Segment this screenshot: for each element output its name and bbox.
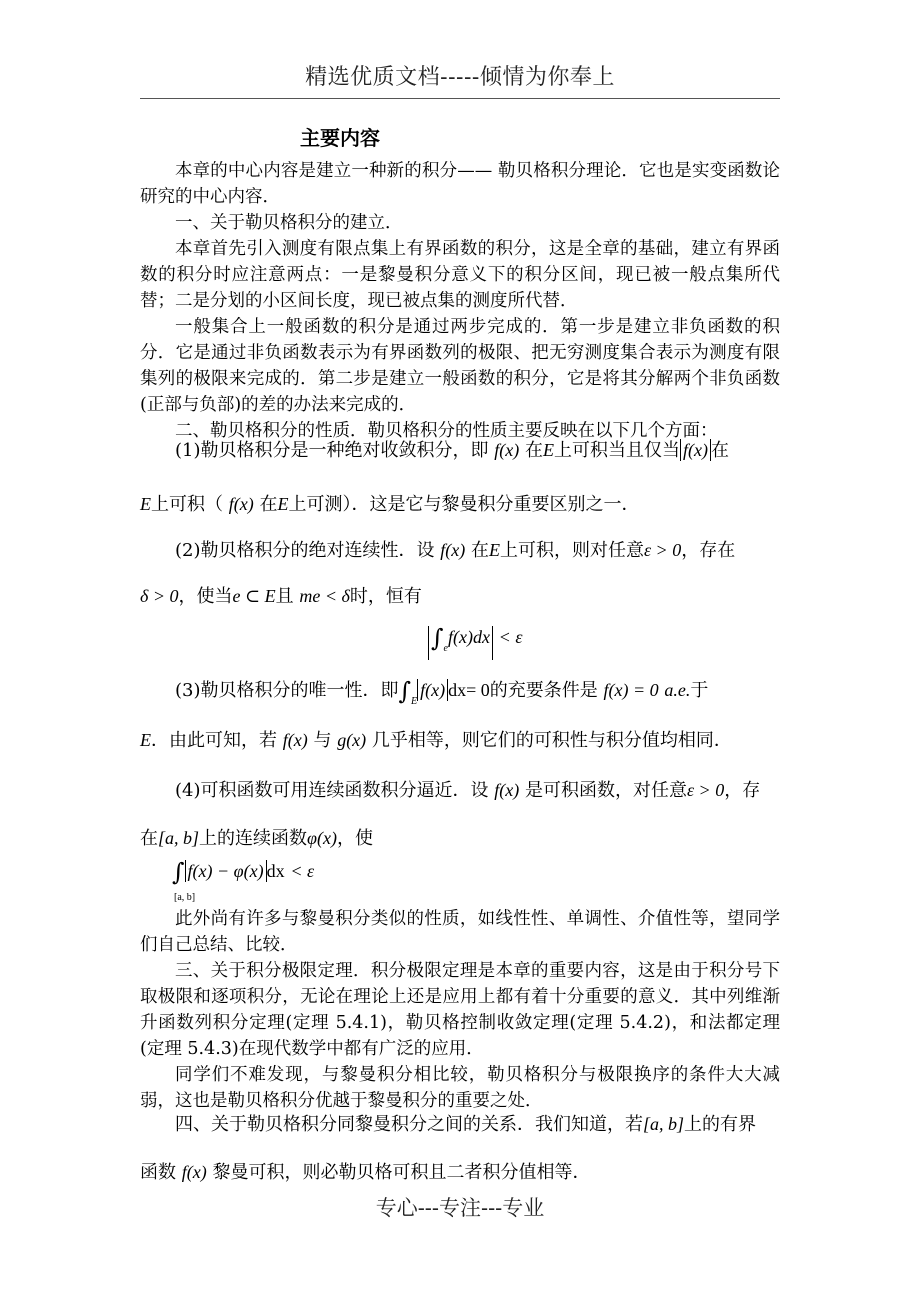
property-2-line-1: (2)勒贝格积分的绝对连续性．设 f(x) 在E上可积，则对任意ε > 0，存在 (175, 540, 736, 561)
part3-paragraph-b: 同学们不难发现，与黎曼积分相比较，勒贝格积分与极限换序的条件大大减弱，这也是勒贝格积分优越于黎曼积分的重要之处． (140, 1065, 780, 1111)
property-1-line-2: E上可积（ f(x) 在E上可测）．这是它与黎曼积分重要区别之一． (140, 494, 640, 515)
page-header: 精选优质文档-----倾情为你奉上 (140, 60, 780, 99)
property-4-line-1: (4)可积函数可用连续函数积分逼近．设 f(x) 是可积函数，对任意ε > 0，存 (175, 780, 761, 801)
part1-heading: 一、关于勒贝格积分的建立． (175, 213, 403, 233)
part4-line-1: 四、关于勒贝格积分同黎曼积分之间的关系．我们知道，若[a, b]上的有界 (175, 1114, 757, 1135)
approximation-formula: ∫ f(x) − φ(x) dx < ε (172, 858, 315, 886)
intro-paragraph: 本章的中心内容是建立一种新的积分—— 勒贝格积分理论．它也是实变函数论研究的中心内容． (140, 161, 780, 207)
page-footer: 专心---专注---专业 (375, 1196, 545, 1220)
extra-properties-paragraph: 此外尚有许多与黎曼积分类似的性质，如线性性、单调性、介值性等，望同学们自己总结、比较． (140, 909, 780, 955)
part4-line-2: 函数 f(x) 黎曼可积，则必勒贝格可积且二者积分值相等． (140, 1162, 591, 1183)
absolute-continuity-formula: $\int_ef(x)dx < \varepsilon$ (428, 626, 522, 660)
part3-paragraph: 三、关于积分极限定理．积分极限定理是本章的重要内容，这是由于积分号下取极限和逐项积分，无论在理论上还是应用上都有着十分重要的意义．其中列维渐升函数列积分定理(定理 5.4.1)，勒贝格控制收敛定理(定理 5.4.2)，和法都定理(定理 5.4.3)在现代数学中都有广泛的应用． (140, 961, 780, 1059)
property-4-line-2: 在[a, b]上的连续函数φ(x)，使 (140, 828, 373, 849)
property-1-line-1: (1)勒贝格积分是一种绝对收敛积分，即 f(x) 在E上可积当且仅当 f(x) 在 (175, 440, 729, 461)
section-title: 主要内容 (300, 126, 380, 150)
property-2-line-2: δ > 0，使当e ⊂ E且 me < δ时，恒有 (140, 586, 422, 607)
part1-paragraph-2: 一般集合上一般函数的积分是通过两步完成的．第一步是建立非负函数的积分．它是通过非负函数表示为有界函数列的极限、把无穷测度集合表示为测度有限集列的极限来完成的．第二步是建立一般函数的积分，它是将其分解两个非负函数(正部与负部)的差的办法来完成的． (140, 317, 780, 415)
part1-paragraph-1: 本章首先引入测度有限点集上有界函数的积分，这是全章的基础，建立有界函数的积分时应注意两点：一是黎曼积分意义下的积分区间，现已被一般点集所代替；二是分划的小区间长度，现已被点集的测度所代替． (140, 239, 780, 311)
property-3-line-2: E．由此可知，若 f(x) 与 g(x) 几乎相等，则它们的可积性与积分值均相同． (140, 730, 732, 751)
part2-heading: 二、勒贝格积分的性质．勒贝格积分的性质主要反映在以下几个方面： (175, 421, 718, 441)
integral-subscript-ab: [a, b] (174, 892, 196, 903)
property-3-line-1: (3)勒贝格积分的唯一性．即$\int_Ef(x)$ dx= 0的充要条件是 f(x) = 0 a.e.于 (175, 677, 709, 707)
